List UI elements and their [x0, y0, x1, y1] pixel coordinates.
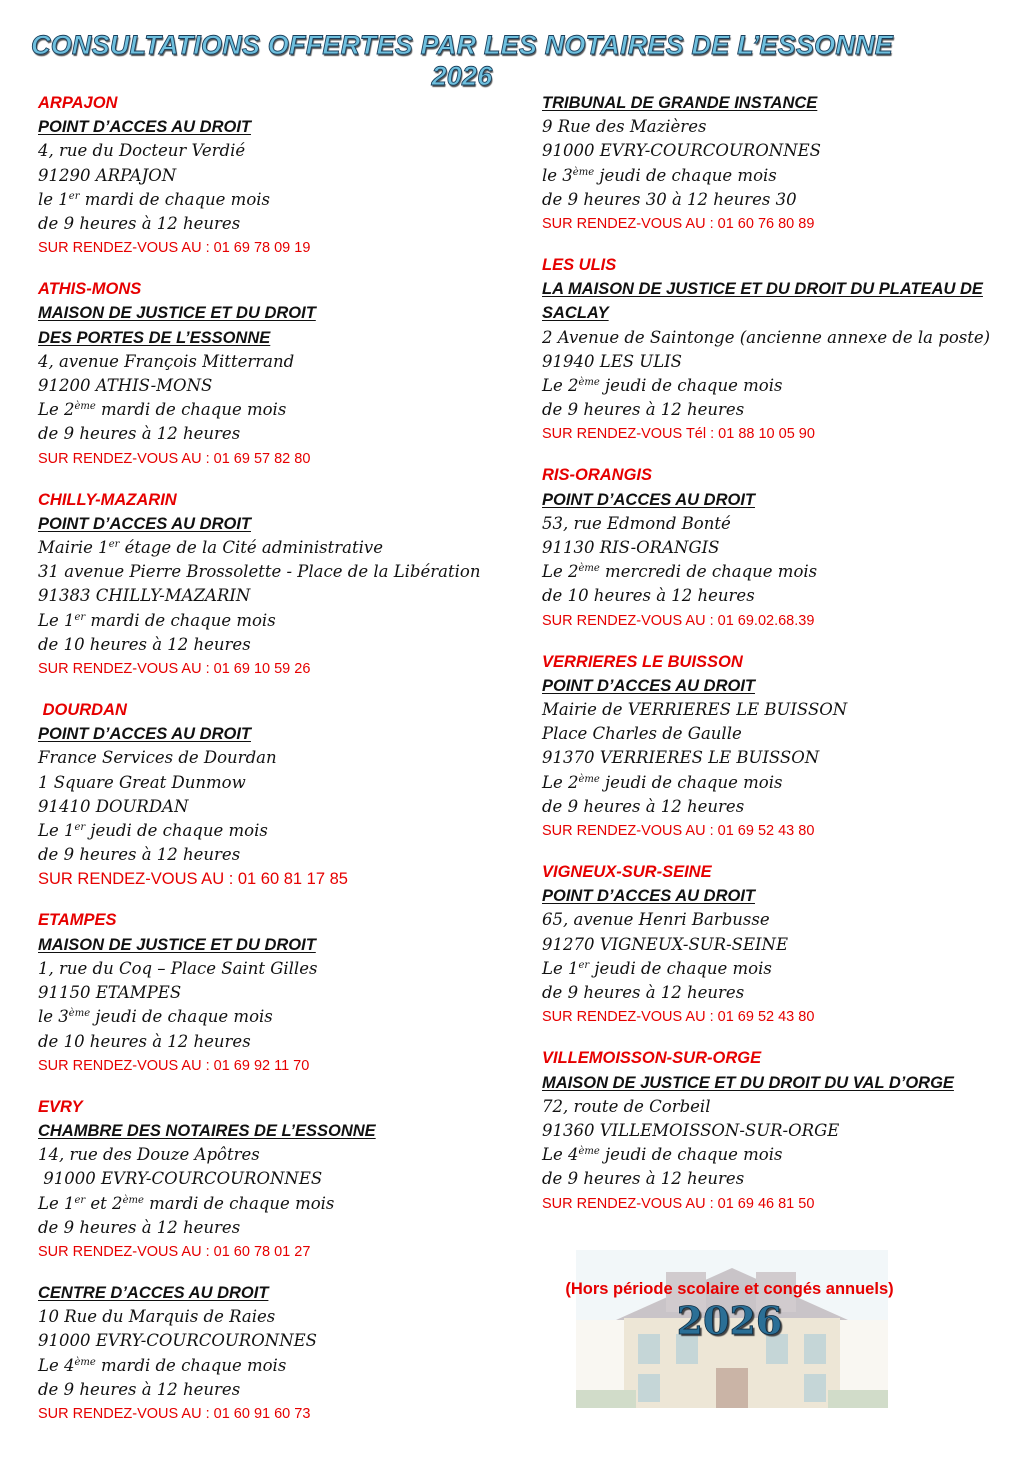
schedule-day: Le 4ème jeudi de chaque mois: [542, 1145, 783, 1165]
schedule-hours: de 9 heures à 12 heures: [38, 845, 241, 865]
institution-name: POINT D’ACCES AU DROIT: [38, 118, 251, 137]
address-line: 91000 EVRY-COURCOURONNES: [38, 1169, 323, 1189]
address-line: 91370 VERRIERES LE BUISSON: [542, 748, 820, 768]
institution-name: CENTRE D’ACCES AU DROIT: [38, 1283, 269, 1302]
schedule-day: Le 1er mardi de chaque mois: [38, 610, 276, 630]
address-line: 91290 ARPAJON: [38, 165, 177, 185]
schedule-hours: de 9 heures à 12 heures: [38, 424, 241, 444]
address-line: 1, rue du Coq – Place Saint Gilles: [38, 958, 318, 978]
address-line: 14, rue des Douze Apôtres: [38, 1145, 260, 1165]
institution-name: SACLAY: [542, 304, 609, 323]
entry-ris-orangis: [542, 463, 1012, 632]
appointment-phone: SUR RENDEZ-VOUS AU : 01 69 52 43 80: [542, 823, 815, 840]
entry-evry: [38, 1095, 508, 1264]
schedule-hours: de 9 heures à 12 heures: [38, 214, 241, 234]
address-line: France Services de Dourdan: [38, 748, 277, 768]
address-line: 31 avenue Pierre Brossolette - Place de la Libération: [38, 562, 481, 582]
address-line: 2 Avenue de Saintonge (ancienne annexe de la poste): [542, 327, 991, 347]
schedule-hours: de 9 heures à 12 heures: [38, 1379, 241, 1399]
appointment-phone: SUR RENDEZ-VOUS AU : 01 69 57 82 80: [38, 450, 311, 467]
right-column: [542, 91, 1012, 1233]
address-line: 91410 DOURDAN: [38, 796, 189, 816]
institution-name: DES PORTES DE L’ESSONNE: [38, 328, 271, 347]
schedule-hours: de 9 heures à 12 heures: [38, 1217, 241, 1237]
schedule-hours: de 9 heures à 12 heures: [542, 796, 745, 816]
appointment-phone: SUR RENDEZ-VOUS AU : 01 60 76 80 89: [542, 216, 815, 233]
address-line: 9 Rue des Mazières: [542, 117, 707, 137]
entry-dourdan: [38, 698, 508, 891]
city-name: RIS-ORANGIS: [542, 466, 653, 485]
address-line: 10 Rue du Marquis de Raies: [38, 1307, 276, 1327]
institution-name: POINT D’ACCES AU DROIT: [38, 514, 251, 533]
entry-evry-centre: [38, 1281, 508, 1426]
address-line: 91000 EVRY-COURCOURONNES: [542, 141, 821, 161]
entry-vigneux-sur-seine: [542, 860, 1012, 1029]
city-name: VILLEMOISSON-SUR-ORGE: [542, 1049, 762, 1068]
appointment-phone: SUR RENDEZ-VOUS Tél : 01 88 10 05 90: [542, 426, 815, 443]
schedule-day: le 3ème jeudi de chaque mois: [542, 165, 777, 185]
institution-name: POINT D’ACCES AU DROIT: [542, 887, 755, 906]
schedule-day: Le 4ème mardi de chaque mois: [38, 1355, 287, 1375]
schedule-hours: de 9 heures à 12 heures: [542, 1169, 745, 1189]
schedule-day: Le 1er jeudi de chaque mois: [542, 958, 772, 978]
entry-athis-mons: [38, 277, 508, 470]
schedule-day: Le 1er et 2ème mardi de chaque mois: [38, 1193, 335, 1213]
city-name: ARPAJON: [38, 94, 118, 112]
address-line: 53, rue Edmond Bonté: [542, 513, 731, 533]
address-line: 72, route de Corbeil: [542, 1096, 711, 1116]
schedule-hours: de 9 heures 30 à 12 heures 30: [542, 189, 797, 209]
address-line: 91383 CHILLY-MAZARIN: [38, 586, 251, 606]
schedule-day: Le 2ème mardi de chaque mois: [38, 400, 287, 420]
appointment-phone: SUR RENDEZ-VOUS AU : 01 60 78 01 27: [38, 1243, 311, 1260]
address-line: 91000 EVRY-COURCOURONNES: [38, 1331, 317, 1351]
city-name: VIGNEUX-SUR-SEINE: [542, 863, 712, 882]
institution-name: CHAMBRE DES NOTAIRES DE L’ESSONNE: [38, 1121, 376, 1140]
appointment-phone: SUR RENDEZ-VOUS AU : 01 60 91 60 73: [38, 1405, 311, 1422]
city-name: DOURDAN: [38, 701, 127, 720]
schedule-day: Le 1er jeudi de chaque mois: [38, 821, 268, 841]
address-line: 91200 ATHIS-MONS: [38, 376, 213, 396]
schedule-hours: de 10 heures à 12 heures: [542, 586, 755, 606]
appointment-phone: SUR RENDEZ-VOUS AU : 01 69.02.68.39: [542, 612, 815, 629]
footer-year: 2026: [676, 1298, 783, 1343]
appointment-phone: SUR RENDEZ-VOUS AU : 01 69 78 09 19: [38, 240, 311, 257]
entry-etampes: [38, 908, 508, 1077]
city-name: CHILLY-MAZARIN: [38, 490, 177, 509]
address-line: Place Charles de Gaulle: [542, 724, 742, 744]
schedule-day: le 3ème jeudi de chaque mois: [38, 1007, 273, 1027]
entry-evry-tribunal: [542, 91, 1012, 236]
schedule-day: Le 2ème jeudi de chaque mois: [542, 376, 783, 396]
address-line: 4, rue du Docteur Verdié: [38, 141, 246, 161]
schedule-hours: de 10 heures à 12 heures: [38, 634, 251, 654]
appointment-phone: SUR RENDEZ-VOUS AU : 01 69 46 81 50: [542, 1195, 815, 1212]
schedule-day: Le 2ème mercredi de chaque mois: [542, 562, 818, 582]
entry-villemoisson-sur-orge: [542, 1046, 1012, 1215]
city-name: ETAMPES: [38, 911, 117, 930]
city-name: LES ULIS: [542, 256, 617, 275]
entry-les-ulis: [542, 253, 1012, 446]
institution-name: POINT D’ACCES AU DROIT: [542, 676, 755, 695]
city-name: ATHIS-MONS: [38, 280, 142, 299]
address-line: 91150 ETAMPES: [38, 983, 182, 1003]
appointment-phone: SUR RENDEZ-VOUS AU : 01 69 52 43 80: [542, 1009, 815, 1026]
entry-arpajon: [38, 91, 508, 260]
institution-name: MAISON DE JUSTICE ET DU DROIT DU VAL D’ORGE: [542, 1073, 954, 1092]
institution-name: POINT D’ACCES AU DROIT: [542, 490, 755, 509]
left-column: [38, 91, 508, 1443]
appointment-phone: SUR RENDEZ-VOUS AU : 01 69 92 11 70: [38, 1057, 310, 1074]
address-line: 91940 LES ULIS: [542, 351, 682, 371]
institution-name: MAISON DE JUSTICE ET DU DROIT: [38, 935, 316, 954]
institution-name: MAISON DE JUSTICE ET DU DROIT: [38, 304, 316, 323]
appointment-phone: SUR RENDEZ-VOUS AU : 01 69 10 59 26: [38, 661, 311, 678]
institution-name: LA MAISON DE JUSTICE ET DU DROIT DU PLATEAU DE: [542, 280, 983, 299]
schedule-hours: de 9 heures à 12 heures: [542, 983, 745, 1003]
footer-note: (Hors période scolaire et congés annuels): [565, 1280, 894, 1298]
address-line: Mairie 1er étage de la Cité administrative: [38, 538, 383, 558]
institution-name: POINT D’ACCES AU DROIT: [38, 725, 251, 744]
schedule-day: le 1er mardi de chaque mois: [38, 189, 270, 209]
city-name: EVRY: [38, 1097, 83, 1116]
entry-verrieres-le-buisson: [542, 650, 1012, 843]
page-title: CONSULTATIONS OFFERTES PAR LES NOTAIRES DE L’ESSONNE 2026: [31, 30, 893, 91]
address-line: 65, avenue Henri Barbusse: [542, 910, 770, 930]
entry-chilly-mazarin: [38, 488, 508, 681]
schedule-day: Le 2ème jeudi de chaque mois: [542, 772, 783, 792]
city-name: VERRIERES LE BUISSON: [542, 652, 743, 671]
address-line: 1 Square Great Dunmow: [38, 772, 246, 792]
schedule-hours: de 10 heures à 12 heures: [38, 1031, 251, 1051]
address-line: 91270 VIGNEUX-SUR-SEINE: [542, 934, 789, 954]
address-line: Mairie de VERRIERES LE BUISSON: [542, 700, 848, 720]
address-line: 91130 RIS-ORANGIS: [542, 538, 720, 558]
schedule-hours: de 9 heures à 12 heures: [542, 400, 745, 420]
address-line: 4, avenue François Mitterrand: [38, 351, 295, 371]
appointment-phone: SUR RENDEZ-VOUS AU : 01 60 81 17 85: [38, 870, 348, 889]
address-line: 91360 VILLEMOISSON-SUR-ORGE: [542, 1120, 840, 1140]
institution-name: TRIBUNAL DE GRANDE INSTANCE: [542, 94, 818, 112]
